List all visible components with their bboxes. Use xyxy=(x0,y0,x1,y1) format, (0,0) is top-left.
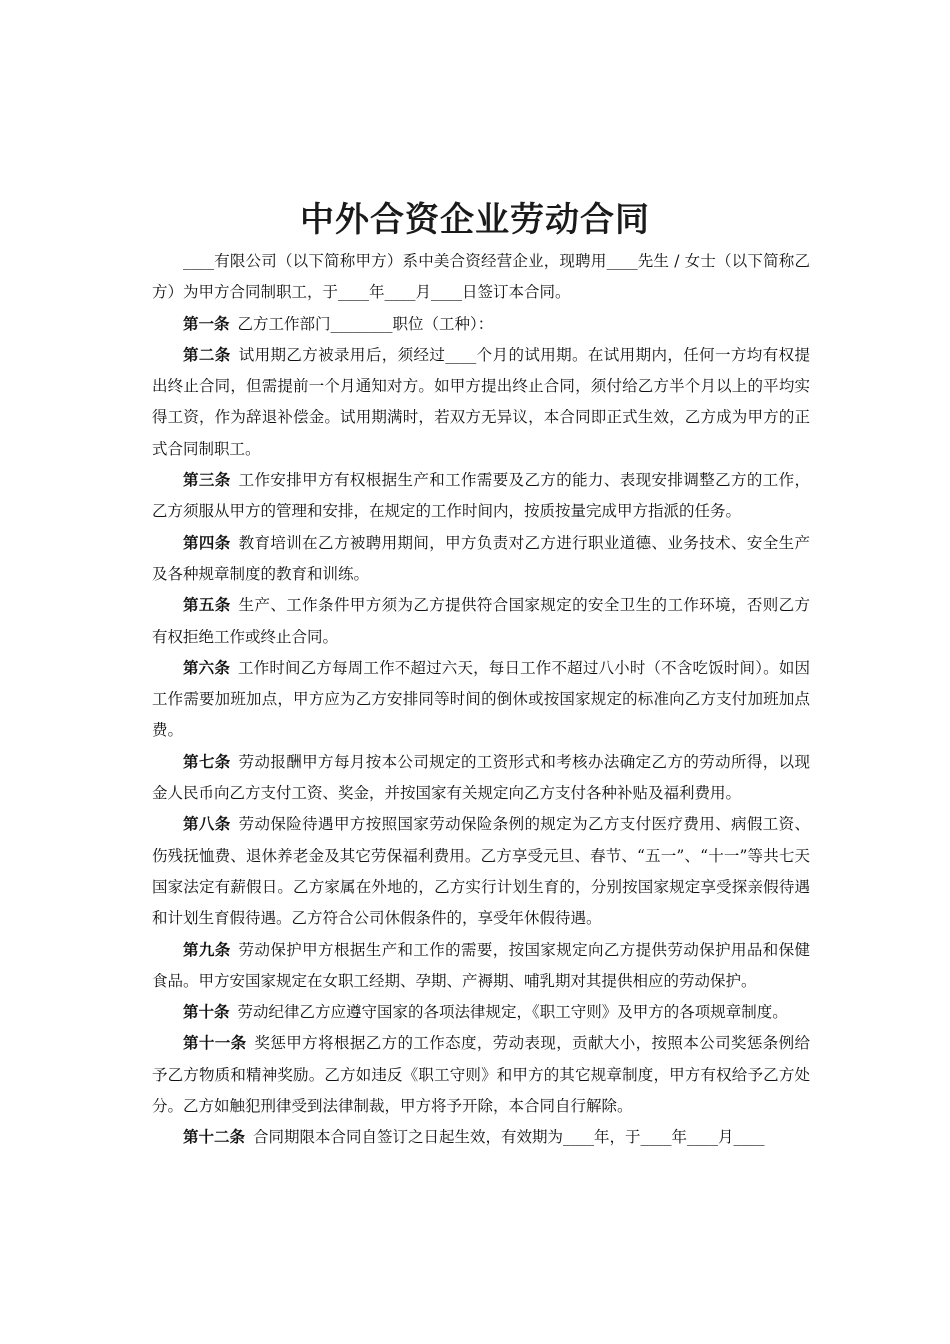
article-7 xyxy=(152,747,810,810)
article-number: 第二条 xyxy=(183,345,231,364)
article-9 xyxy=(152,935,810,998)
article-text: 合同期限本合同自签订之日起生效，有效期为____年，于____年____月____ xyxy=(253,1128,765,1147)
article-11 xyxy=(152,1028,810,1122)
article-number: 第一条 xyxy=(183,314,230,333)
article-number: 第四条 xyxy=(183,533,231,552)
article-text: 劳动报酬甲方每月按本公司规定的工资形式和考核办法确定乙方的劳动所得，以现金人民币向乙方支付工资、奖金，并按国家有关规定向乙方支付各种补贴及福利费用。 xyxy=(152,752,810,803)
article-2 xyxy=(152,340,810,465)
article-12 xyxy=(152,1122,810,1153)
article-number: 第六条 xyxy=(183,658,231,677)
article-text: 劳动纪律乙方应遵守国家的各项法律规定，《职工守则》及甲方的各项规章制度。 xyxy=(237,1003,788,1022)
article-text: 乙方工作部门________职位（工种）： xyxy=(237,314,494,333)
article-text: 劳动保险待遇甲方按照国家劳动保险条例的规定为乙方支付医疗费用、病假工资、伤残抚恤费、退休养老金及其它劳保福利费用。乙方享受元旦、春节、“五一”、“十一”等共七天国家法定有薪假日。乙方家属在外地的，乙方实行计划生育的，分别按国家规定享受探亲假待遇和计划生育假待遇。乙方符合公司休假条件的，享受年休假待遇。 xyxy=(152,815,810,928)
intro-paragraph: ____有限公司（以下简称甲方）系中美合资经营企业，现聘用____先生 / 女士（以下简称乙方）为甲方合同制职工，于____年____月____日签订本合同。 xyxy=(152,252,810,302)
article-1 xyxy=(152,309,810,340)
article-6 xyxy=(152,653,810,747)
article-number: 第三条 xyxy=(183,471,231,490)
document-body xyxy=(152,246,810,1154)
article-number: 第十一条 xyxy=(183,1034,247,1053)
article-text: 工作时间乙方每周工作不超过六天，每日工作不超过八小时（不含吃饭时间）。如因工作需要加班加点，甲方应为乙方安排同等时间的倒休或按国家规定的标准向乙方支付加班加点费。 xyxy=(152,658,810,740)
article-number: 第八条 xyxy=(183,815,231,834)
article-number: 第五条 xyxy=(183,596,231,615)
article-4 xyxy=(152,528,810,591)
article-8 xyxy=(152,809,810,934)
article-text: 教育培训在乙方被聘用期间，甲方负责对乙方进行职业道德、业务技术、安全生产及各种规章制度的教育和训练。 xyxy=(152,533,810,583)
article-text: 试用期乙方被录用后，须经过____个月的试用期。在试用期内，任何一方均有权提出终止合同，但需提前一个月通知对方。如甲方提出终止合同，须付给乙方半个月以上的平均实得工资，作为辞退补偿金。试用期满时，若双方无异议，本合同即正式生效，乙方成为甲方的正式合同制职工。 xyxy=(152,345,810,458)
article-text: 生产、工作条件甲方须为乙方提供符合国家规定的安全卫生的工作环境，否则乙方有权拒绝工作或终止合同。 xyxy=(152,596,810,646)
article-number: 第十条 xyxy=(183,1003,230,1022)
article-5 xyxy=(152,590,810,653)
article-number: 第九条 xyxy=(183,940,231,959)
article-3 xyxy=(152,465,810,528)
article-text: 劳动保护甲方根据生产和工作的需要，按国家规定向乙方提供劳动保护用品和保健食品。甲方安国家规定在女职工经期、孕期、产褥期、哺乳期对其提供相应的劳动保护。 xyxy=(152,940,810,990)
document-title: 中外合资企业劳动合同 xyxy=(300,200,650,240)
article-number: 第七条 xyxy=(183,752,231,771)
article-text: 奖惩甲方将根据乙方的工作态度，劳动表现，贡献大小，按照本公司奖惩条例给予乙方物质和精神奖励。乙方如违反《职工守则》和甲方的其它规章制度，甲方有权给予乙方处分。乙方如触犯刑律受到法律制裁，甲方将予开除，本合同自行解除。 xyxy=(152,1034,810,1116)
article-text: 工作安排甲方有权根据生产和工作需要及乙方的能力、表现安排调整乙方的工作，乙方须服从甲方的管理和安排，在规定的工作时间内，按质按量完成甲方指派的任务。 xyxy=(152,471,810,521)
article-number: 第十二条 xyxy=(183,1128,246,1147)
article-10 xyxy=(152,997,810,1028)
